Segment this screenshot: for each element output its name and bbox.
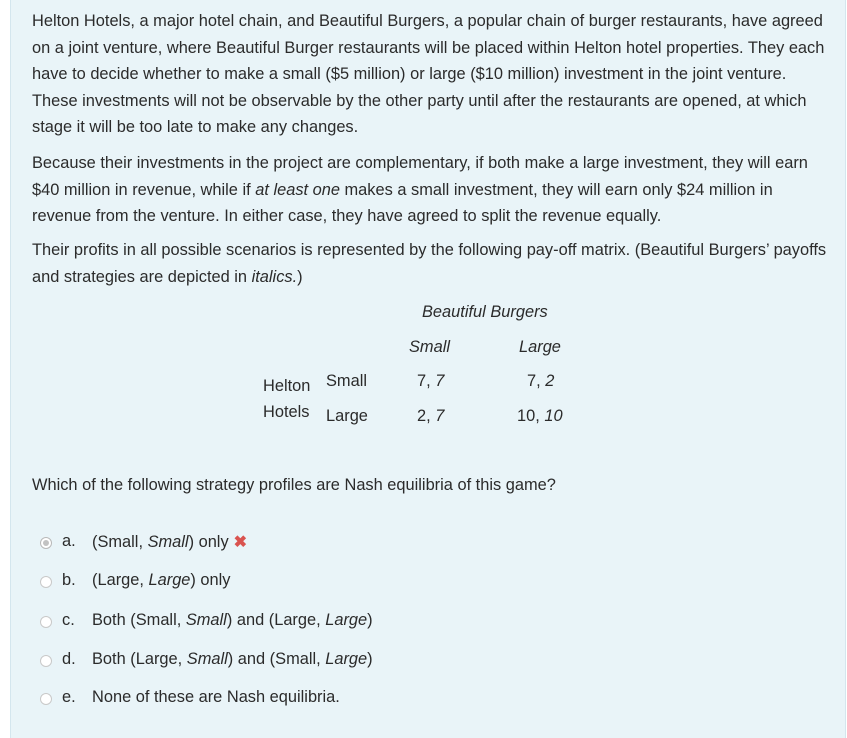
row-header-large: Large <box>326 407 368 425</box>
question-text: Which of the following strategy profiles are Nash equilibria of this game? <box>32 476 556 494</box>
option-e-letter: e. <box>62 688 76 706</box>
payoff-small-large <box>527 372 554 391</box>
option-e-radio[interactable] <box>40 693 52 705</box>
payoff-large-small-helton: 2, <box>417 407 431 425</box>
option-c-text-2: ) and (Large, <box>226 611 326 629</box>
option-d-text <box>92 650 373 669</box>
option-d-italic-2: Large <box>325 650 368 668</box>
column-player-label: Beautiful Burgers <box>422 303 548 321</box>
revenue-paragraph <box>32 150 832 230</box>
option-c-italic-2: Large <box>325 611 368 629</box>
question-panel <box>10 0 846 738</box>
payoff-small-large-burgers: 2 <box>545 372 555 390</box>
matrix-intro-paragraph <box>32 237 832 290</box>
row-player-label-line1: Helton <box>263 377 311 395</box>
option-a-text-1: (Small, <box>92 533 148 551</box>
payoff-small-small <box>417 372 444 391</box>
option-d-text-1: Both (Large, <box>92 650 187 668</box>
option-d-radio[interactable] <box>40 655 52 667</box>
matrix-intro-text-2: ) <box>297 267 303 286</box>
payoff-large-small-burgers: 7 <box>435 407 445 425</box>
option-c-radio[interactable] <box>40 616 52 628</box>
option-c-text <box>92 611 373 630</box>
payoff-large-small <box>417 407 444 426</box>
option-b-letter: b. <box>62 571 76 589</box>
option-c-letter: c. <box>62 611 75 629</box>
row-player-label-line2: Hotels <box>263 403 310 421</box>
option-b-text-1: (Large, <box>92 571 149 589</box>
option-d[interactable] <box>11 650 511 674</box>
option-b-radio[interactable] <box>40 576 52 588</box>
matrix-intro-text-1: Their profits in all possible scenarios is represented by the following pay-off matrix. (Beautiful Burgers’ payoffs and strategies are depicted in <box>32 241 827 286</box>
payoff-small-small-burgers: 7 <box>435 372 445 390</box>
column-header-small: Small <box>409 338 450 356</box>
option-b-text <box>92 571 231 590</box>
option-b[interactable] <box>11 571 511 595</box>
option-e[interactable] <box>11 688 511 712</box>
incorrect-x-icon: ✖ <box>233 534 248 551</box>
option-a-radio[interactable] <box>40 537 52 549</box>
option-e-text: None of these are Nash equilibria. <box>92 688 340 706</box>
option-a-text-2: ) only <box>188 533 229 551</box>
option-b-text-2: ) only <box>190 571 231 589</box>
payoff-large-large-burgers: 10 <box>544 407 563 425</box>
payoff-large-large <box>517 407 563 426</box>
payoff-small-small-helton: 7, <box>417 372 431 390</box>
option-b-italic-1: Large <box>148 571 191 589</box>
payoff-small-large-helton: 7, <box>527 372 541 390</box>
option-c-italic-1: Small <box>185 611 227 629</box>
scenario-paragraph: Helton Hotels, a major hotel chain, and Beautiful Burgers, a popular chain of burger restaurants, have agreed on a joint venture, where Beautiful Burger restaurants will be placed within Helton hotel properties. They each have to decide whether to make a small ($5 million) or large ($10 million) investment in the joint venture. These investments will not be observable by the other party until after the restaurants are opened, at which stage it will be too late to make any changes. <box>32 12 825 136</box>
option-a-italic-1: Small <box>147 533 189 551</box>
option-d-text-3: ) <box>367 650 373 668</box>
option-a[interactable] <box>11 532 511 556</box>
option-d-letter: d. <box>62 650 76 668</box>
option-d-italic-1: Small <box>186 650 228 668</box>
option-d-text-2: ) and (Small, <box>227 650 326 668</box>
matrix-intro-emphasis: italics. <box>251 267 298 286</box>
option-c-text-3: ) <box>367 611 373 629</box>
revenue-emphasis: at least one <box>255 180 340 199</box>
row-header-small: Small <box>326 372 367 390</box>
option-c-text-1: Both (Small, <box>92 611 186 629</box>
revenue-text-2: makes a small investment, they will earn only $24 million in revenue from the venture. In either case, they have agreed to split the revenue equally. <box>32 180 773 225</box>
column-header-large: Large <box>519 338 561 356</box>
payoff-large-large-helton: 10, <box>517 407 540 425</box>
option-c[interactable] <box>11 611 511 635</box>
option-a-text <box>92 532 247 552</box>
revenue-text-1: Because their investments in the project are complementary, if both make a large investment, they will earn $40 million in revenue, while if <box>32 154 808 199</box>
option-a-letter: a. <box>62 532 76 550</box>
